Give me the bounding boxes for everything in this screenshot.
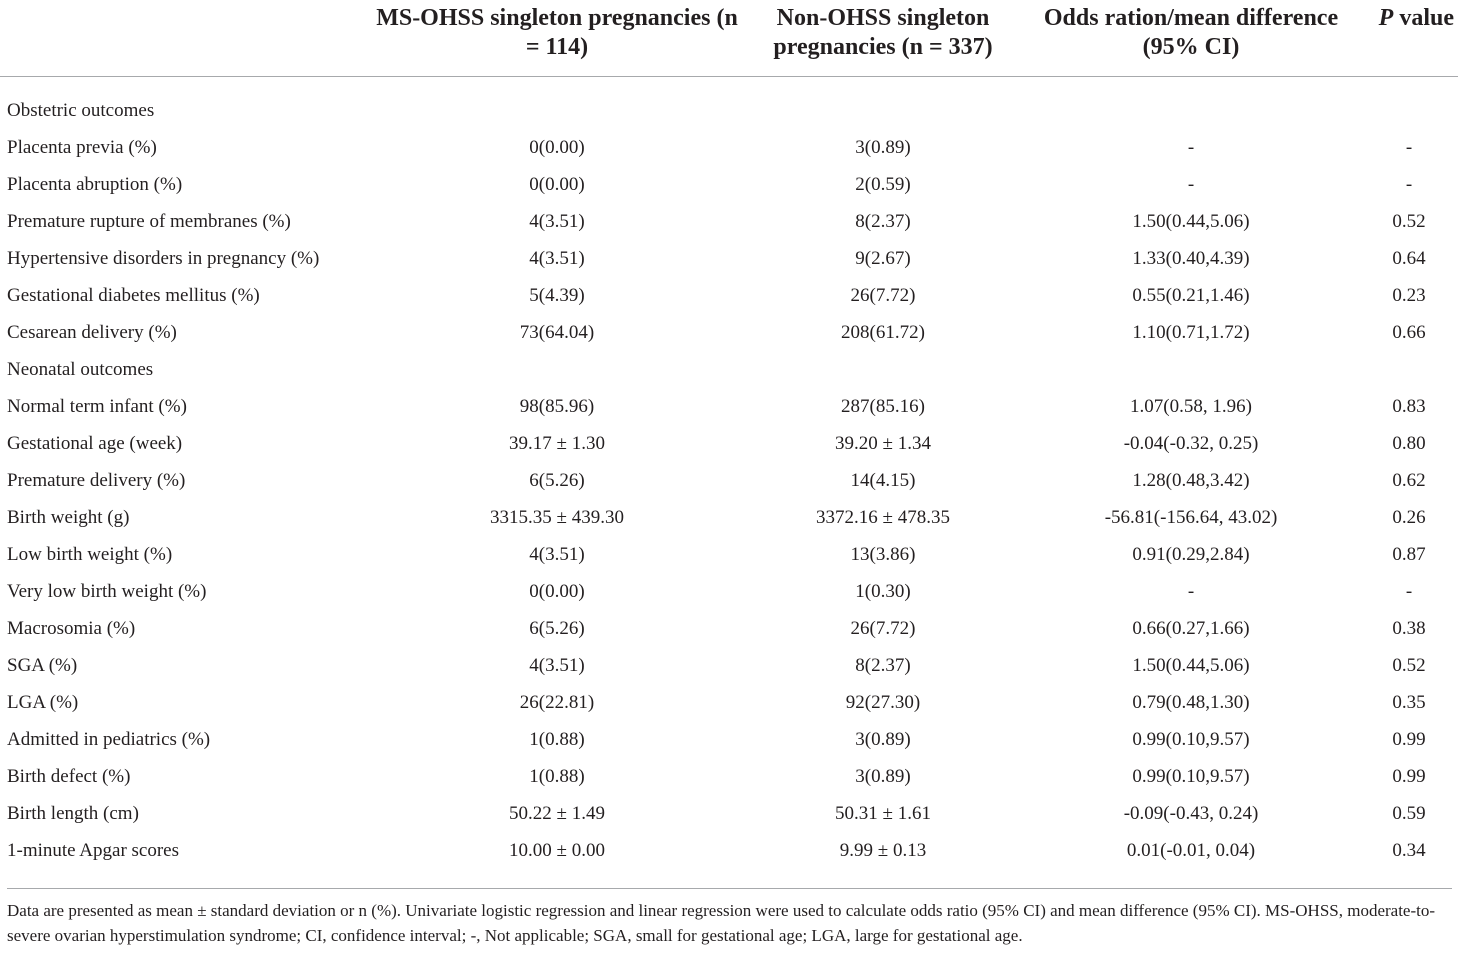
table-row: [0, 76, 1458, 130]
table-row: [0, 759, 1458, 796]
cell-ms-ohss: 3315.35 ± 439.30: [490, 507, 624, 528]
header-ms-ohss: MS-OHSS singleton pregnancies (n = 114): [376, 5, 738, 60]
cell-odds-ratio: -: [1187, 174, 1195, 195]
cell-odds-ratio: 0.91(0.29,2.84): [1132, 544, 1250, 565]
table-row: [0, 796, 1458, 833]
row-label: Low birth weight (%): [7, 544, 173, 565]
cell-ms-ohss: 39.17 ± 1.30: [509, 433, 605, 454]
cell-odds-ratio: 0.01(-0.01, 0.04): [1126, 840, 1256, 861]
footer-divider: [7, 888, 1452, 889]
cell-p-value: -: [1405, 581, 1413, 602]
cell-ms-ohss: 6(5.26): [529, 618, 585, 639]
cell-p-value: 0.52: [1392, 655, 1426, 676]
row-label: Macrosomia (%): [7, 618, 136, 639]
cell-non-ohss: [744, 352, 1022, 389]
table-row: [0, 241, 1458, 278]
cell-non-ohss: 1(0.30): [855, 581, 911, 602]
row-label: LGA (%): [7, 692, 79, 713]
cell-non-ohss: 14(4.15): [850, 470, 916, 491]
cell-odds-ratio: 0.79(0.48,1.30): [1132, 692, 1250, 713]
cell-non-ohss: 3372.16 ± 478.35: [816, 507, 950, 528]
cell-odds-ratio: 0.99(0.10,9.57): [1132, 729, 1250, 750]
cell-p-value: 0.62: [1392, 470, 1426, 491]
cell-ms-ohss: 4(3.51): [529, 211, 585, 232]
cell-non-ohss: 26(7.72): [850, 618, 916, 639]
cell-non-ohss: 9(2.67): [855, 248, 911, 269]
cell-p-value: -: [1405, 174, 1413, 195]
table-row: [0, 315, 1458, 352]
row-label: Gestational diabetes mellitus (%): [7, 285, 260, 306]
table-row: [0, 167, 1458, 204]
row-label: Placenta abruption (%): [7, 174, 183, 195]
cell-p-value: 0.38: [1392, 618, 1426, 639]
table-row: [0, 463, 1458, 500]
cell-p-value: [1360, 76, 1458, 130]
row-label: Birth defect (%): [7, 766, 131, 787]
cell-non-ohss: 287(85.16): [841, 396, 925, 417]
table-row: [0, 500, 1458, 537]
table-body: [0, 76, 1458, 870]
row-label: 1-minute Apgar scores: [7, 840, 180, 861]
cell-non-ohss: 8(2.37): [855, 211, 911, 232]
cell-non-ohss: 8(2.37): [855, 655, 911, 676]
cell-ms-ohss: 0(0.00): [529, 174, 585, 195]
table-row: [0, 611, 1458, 648]
cell-odds-ratio: 1.33(0.40,4.39): [1132, 248, 1250, 269]
cell-p-value: 0.23: [1392, 285, 1426, 306]
cell-non-ohss: 208(61.72): [841, 322, 925, 343]
cell-p-value: 0.87: [1392, 544, 1426, 565]
row-label: SGA (%): [7, 655, 78, 676]
cell-ms-ohss: 0(0.00): [529, 581, 585, 602]
row-label: Admitted in pediatrics (%): [7, 729, 211, 750]
cell-p-value: 0.83: [1392, 396, 1426, 417]
cell-non-ohss: 3(0.89): [855, 729, 911, 750]
table-row: [0, 130, 1458, 167]
cell-ms-ohss: 4(3.51): [529, 655, 585, 676]
cell-odds-ratio: 1.28(0.48,3.42): [1132, 470, 1250, 491]
cell-non-ohss: 50.31 ± 1.61: [835, 803, 931, 824]
cell-odds-ratio: 0.66(0.27,1.66): [1132, 618, 1250, 639]
cell-odds-ratio: 0.55(0.21,1.46): [1132, 285, 1250, 306]
cell-non-ohss: 13(3.86): [850, 544, 916, 565]
header-odds-ratio: Odds ration/mean difference (95% CI): [1043, 5, 1339, 60]
cell-odds-ratio: [1022, 352, 1360, 389]
cell-ms-ohss: [370, 352, 744, 389]
cell-ms-ohss: 5(4.39): [529, 285, 585, 306]
cell-ms-ohss: 4(3.51): [529, 544, 585, 565]
cell-odds-ratio: -0.09(-0.43, 0.24): [1123, 803, 1259, 824]
cell-ms-ohss: 0(0.00): [529, 137, 585, 158]
table-row: [0, 389, 1458, 426]
header-non-ohss: Non-OHSS singleton pregnancies (n = 337): [773, 5, 993, 60]
row-label: Placenta previa (%): [7, 137, 157, 158]
row-label: Normal term infant (%): [7, 396, 187, 417]
table-row: [0, 685, 1458, 722]
header-p-rest: value: [1393, 5, 1454, 31]
cell-p-value: 0.64: [1392, 248, 1426, 269]
table-row: [0, 204, 1458, 241]
row-label: Premature delivery (%): [7, 470, 186, 491]
cell-ms-ohss: 50.22 ± 1.49: [509, 803, 605, 824]
cell-odds-ratio: 0.99(0.10,9.57): [1132, 766, 1250, 787]
cell-odds-ratio: 1.07(0.58, 1.96): [1130, 396, 1252, 417]
row-label: Obstetric outcomes: [7, 100, 155, 121]
cell-odds-ratio: -: [1187, 137, 1195, 158]
row-label: Birth length (cm): [7, 803, 139, 824]
cell-p-value: 0.66: [1392, 322, 1426, 343]
table-footnote: Data are presented as mean ± standard deviation or n (%). Univariate logistic regression and linear regression were used to calculate odds ratio (95% CI) and mean difference (95% CI). MS-OHSS, moderate-to-severe ovarian hyperstimulation syndrome; CI, confidence interval; -, Not applicable; SGA, small for gestational age; LGA, large for gestational age.: [7, 901, 1436, 945]
cell-ms-ohss: 98(85.96): [519, 396, 595, 417]
cell-odds-ratio: 1.50(0.44,5.06): [1132, 211, 1250, 232]
cell-non-ohss: 92(27.30): [845, 692, 921, 713]
row-label: Neonatal outcomes: [7, 359, 154, 380]
table-row: [0, 278, 1458, 315]
table-row: [0, 426, 1458, 463]
header-p-italic: P: [1378, 5, 1394, 31]
cell-ms-ohss: 26(22.81): [519, 692, 595, 713]
table-row: [0, 722, 1458, 759]
cell-p-value: 0.52: [1392, 211, 1426, 232]
row-label: Birth weight (g): [7, 507, 130, 528]
cell-p-value: 0.80: [1392, 433, 1426, 454]
cell-p-value: 0.34: [1392, 840, 1426, 861]
cell-p-value: 0.99: [1392, 729, 1426, 750]
cell-non-ohss: 3(0.89): [855, 137, 911, 158]
cell-odds-ratio: [1022, 76, 1360, 130]
cell-odds-ratio: -56.81(-156.64, 43.02): [1104, 507, 1278, 528]
cell-non-ohss: 3(0.89): [855, 766, 911, 787]
cell-ms-ohss: 1(0.88): [529, 766, 585, 787]
cell-odds-ratio: 1.10(0.71,1.72): [1132, 322, 1250, 343]
cell-non-ohss: 39.20 ± 1.34: [835, 433, 931, 454]
cell-ms-ohss: 6(5.26): [529, 470, 585, 491]
row-label: Premature rupture of membranes (%): [7, 211, 291, 232]
table-row: [0, 574, 1458, 611]
table-row: [0, 537, 1458, 574]
cell-ms-ohss: 1(0.88): [529, 729, 585, 750]
cell-odds-ratio: 1.50(0.44,5.06): [1132, 655, 1250, 676]
cell-p-value: 0.99: [1392, 766, 1426, 787]
cell-non-ohss: 26(7.72): [850, 285, 916, 306]
cell-odds-ratio: -0.04(-0.32, 0.25): [1123, 433, 1259, 454]
cell-non-ohss: 2(0.59): [855, 174, 911, 195]
header-p-value: [1360, 0, 1458, 76]
cell-p-value: 0.35: [1392, 692, 1426, 713]
row-label: Cesarean delivery (%): [7, 322, 177, 343]
table-header-row: [0, 0, 1458, 76]
cell-p-value: 0.26: [1392, 507, 1426, 528]
table-row: [0, 648, 1458, 685]
row-label: Gestational age (week): [7, 433, 183, 454]
cell-non-ohss: 9.99 ± 0.13: [839, 840, 927, 861]
cell-ms-ohss: [370, 76, 744, 130]
table-row: [0, 833, 1458, 870]
cell-ms-ohss: 73(64.04): [519, 322, 595, 343]
row-label: Very low birth weight (%): [7, 581, 207, 602]
cell-p-value: -: [1405, 137, 1413, 158]
cell-odds-ratio: -: [1187, 581, 1195, 602]
cell-p-value: [1360, 352, 1458, 389]
cell-ms-ohss: 4(3.51): [529, 248, 585, 269]
table-row: [0, 352, 1458, 389]
cell-non-ohss: [744, 76, 1022, 130]
cell-ms-ohss: 10.00 ± 0.00: [509, 840, 605, 861]
header-empty: [0, 0, 370, 76]
cell-p-value: 0.59: [1392, 803, 1426, 824]
row-label: Hypertensive disorders in pregnancy (%): [7, 248, 320, 269]
